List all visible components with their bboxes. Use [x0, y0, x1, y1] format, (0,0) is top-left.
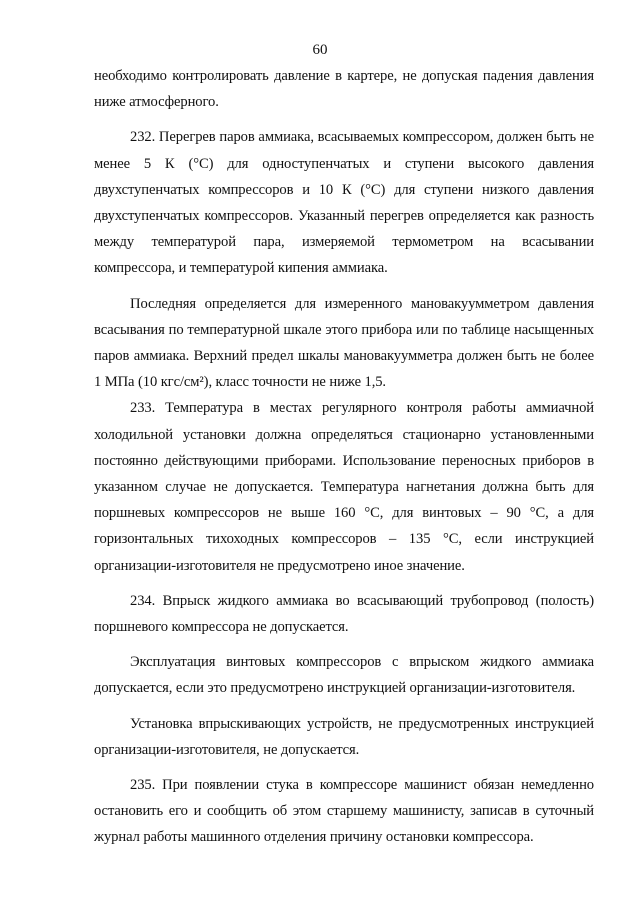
paragraph-232-continued: Последняя определяется для измеренного мановакуумметром давления всасывания по температурной шкале этого прибора или по таблице насыщенных паров аммиака. Верхний предел шкалы мановакуумметра должен быть не более 1 МПа (10 кгс/см²), класс точности не ниже 1,5.: [94, 295, 594, 391]
paragraph-234-screw: Эксплуатация винтовых компрессоров с впрыском жидкого аммиака допускается, если это предусмотрено инструкцией организации-изготовителя.: [94, 654, 594, 697]
document-body: [94, 63, 594, 851]
paragraph-234: 234. Впрыск жидкого аммиака во всасывающий трубопровод (полость) поршневого компрессора не допускается.: [94, 592, 594, 636]
paragraph-234-injection: Установка впрыскивающих устройств, не предусмотренных инструкцией организации-изготовителя, не допускается.: [94, 715, 594, 758]
paragraph-233: 233. Температура в местах регулярного контроля работы аммиачной холодильной установки должна определяться стационарно установленными постоянно действующими приборами. Использование переносных приборов в указанном случае не допускается. Температура нагнетания должна быть для поршневых компрессоров не выше 160 °С, для винтовых – 90 °С, а для горизонтальных тихоходных компрессоров – 135 °С, если инструкцией организации-изготовителя не предусмотрено иное значение.: [94, 400, 594, 574]
paragraph-235: 235. При появлении стука в компрессоре машинист обязан немедленно остановить его и сообщить об этом старшему машинисту, записав в суточный журнал работы машинного отделения причину остановки компрессора.: [94, 777, 594, 846]
paragraph-232: 232. Перегрев паров аммиака, всасываемых компрессором, должен быть не менее 5 К (°С) для одноступенчатых и ступени высокого давления двухступенчатых компрессоров и 10 К (°С) для ступени низкого давления двухступенчатых компрессоров. Указанный перегрев определяется как разность между температурой пара, измеряемой термометром на всасывании компрессора, и температурой кипения аммиака.: [94, 129, 594, 277]
page-number: 60: [312, 42, 328, 58]
paragraph-continuation: необходимо контролировать давление в картере, не допуская падения давления ниже атмосферного.: [94, 68, 594, 111]
